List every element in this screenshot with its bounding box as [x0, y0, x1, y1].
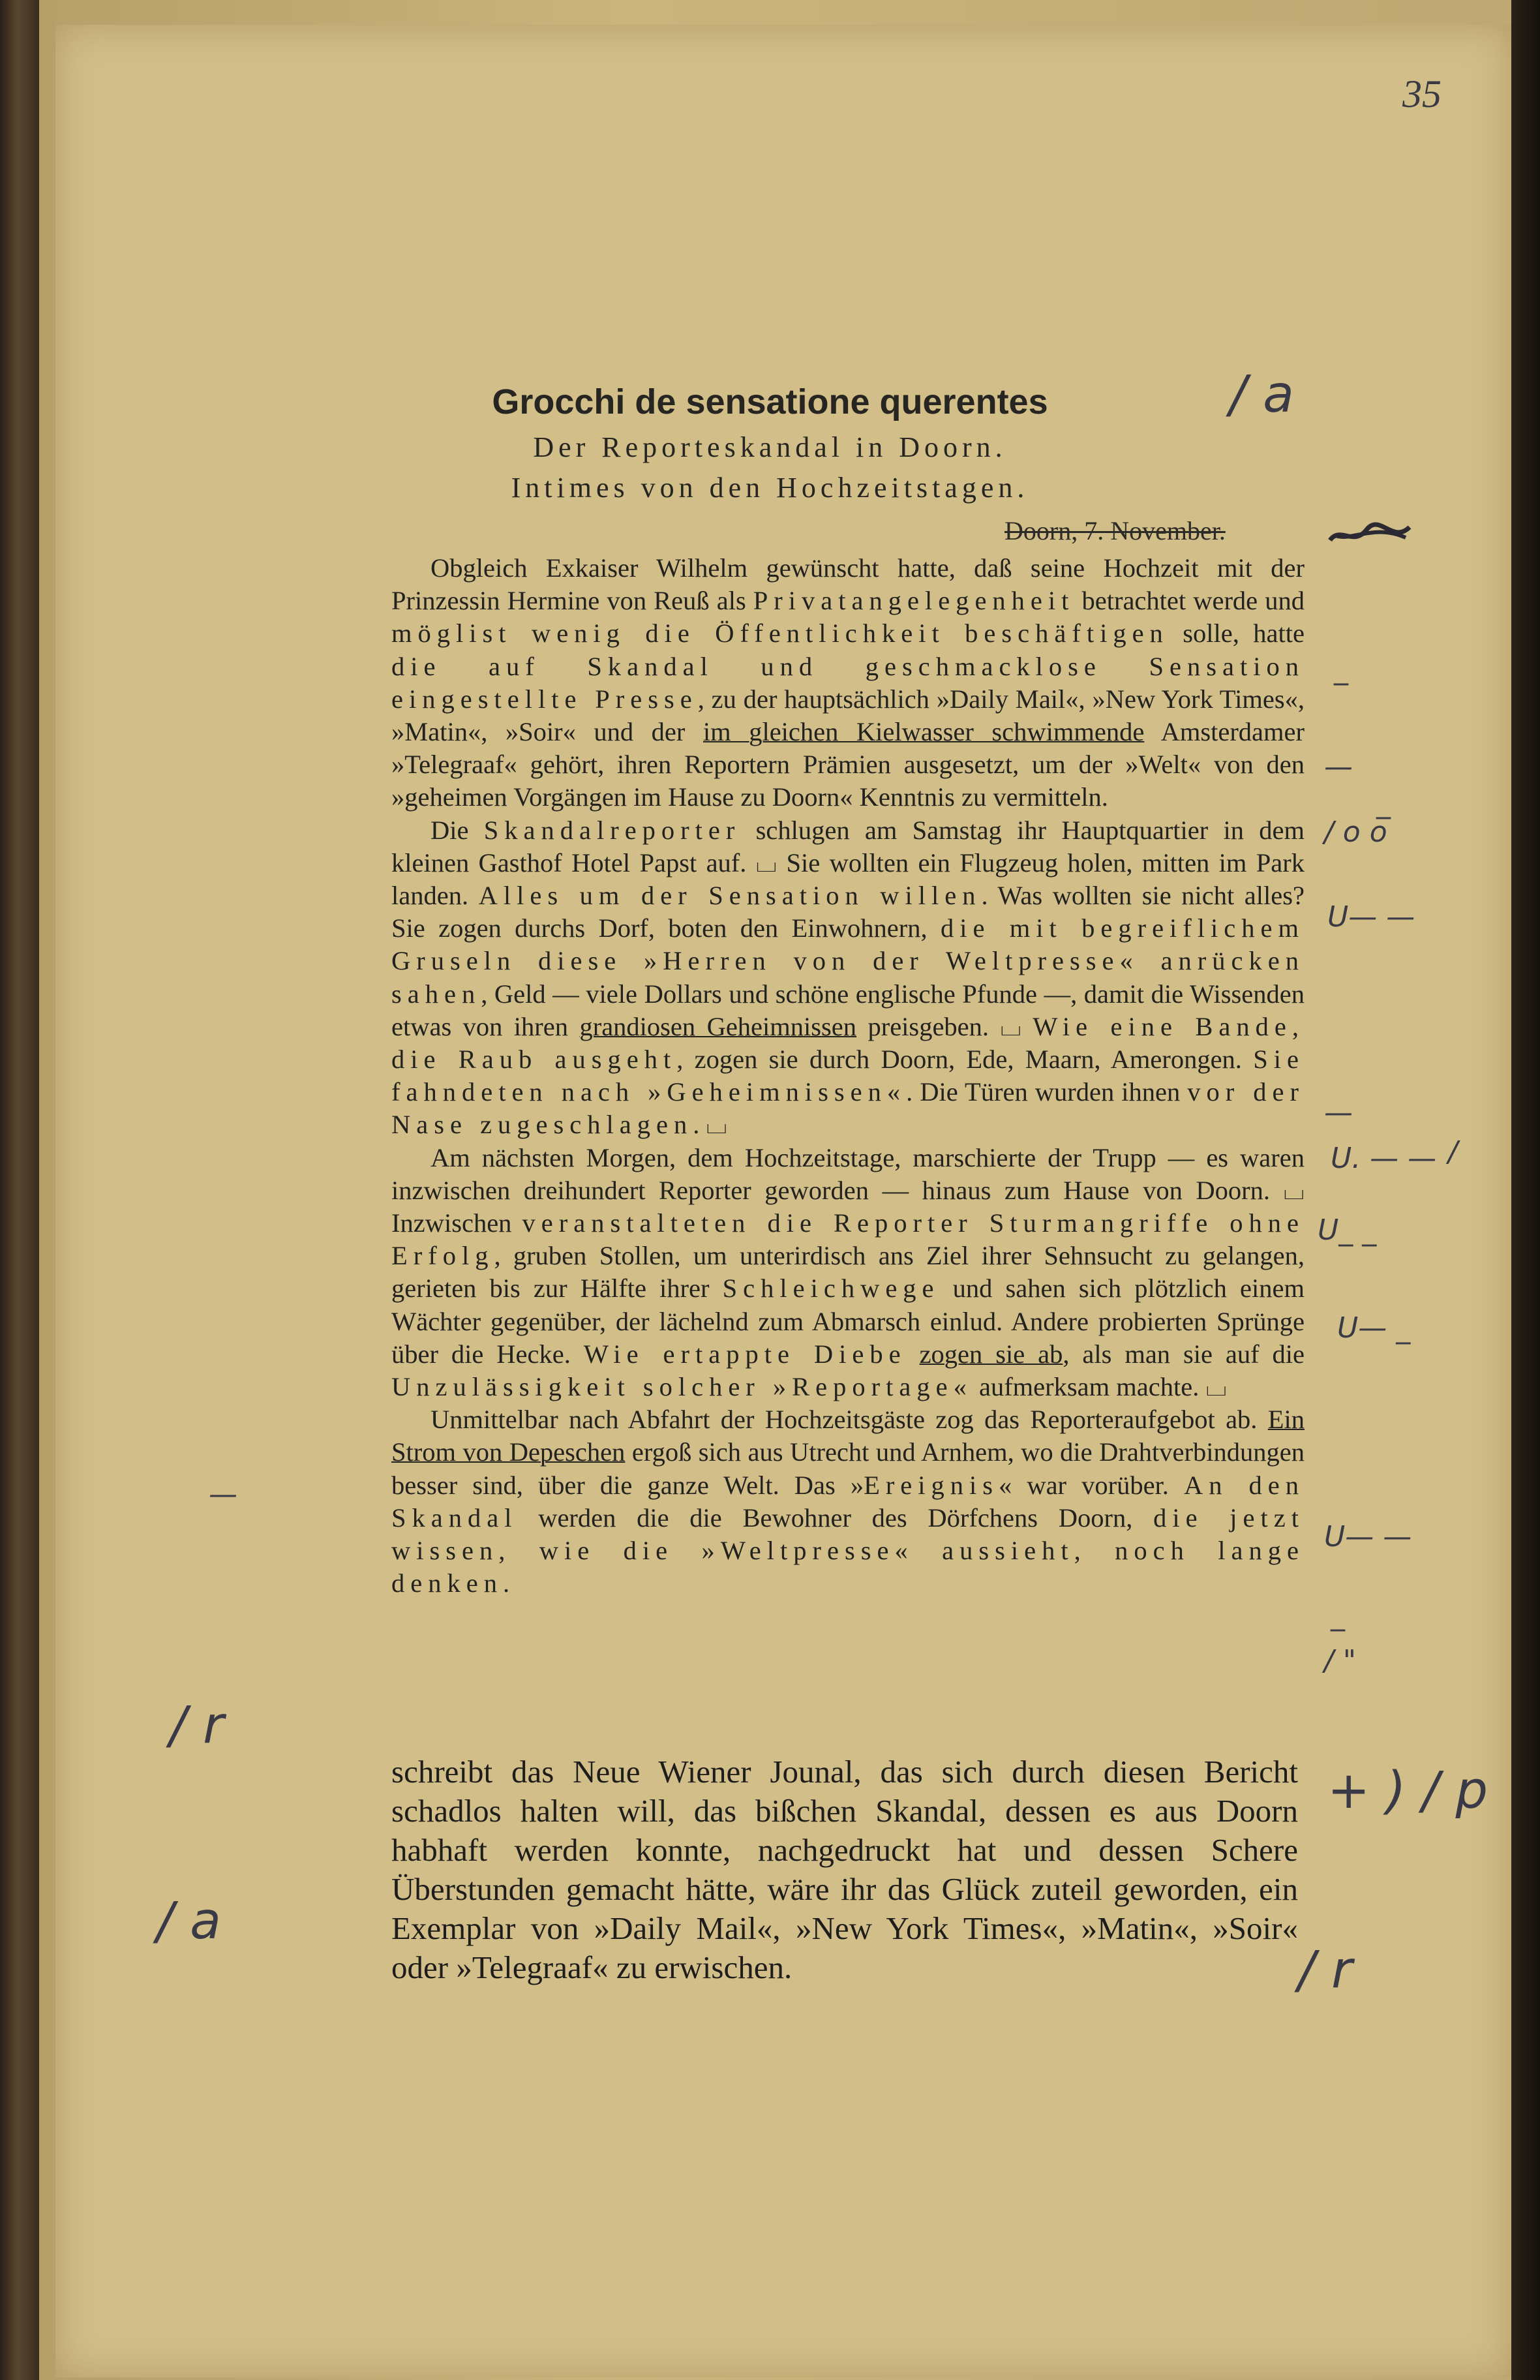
article-title: Grocchi de sensatione querentes: [492, 382, 1048, 421]
body-text: . Die Türen wurden ihnen: [906, 1077, 1188, 1107]
spaced-emphasis-text: die jetzt wissen, wie die »Weltpresse« aussieht, noch lange denken: [391, 1503, 1305, 1598]
margin-mark: —: [1324, 750, 1353, 784]
spaced-emphasis-text: Wie eine Bande, die Raub ausgeht: [391, 1011, 1305, 1075]
spaced-emphasis-text: Unzulässigkeit solcher »Reportage«: [391, 1372, 973, 1402]
spaced-emphasis-text: Wie ertappte Diebe: [583, 1339, 907, 1369]
spaced-emphasis-text: Sie fahndeten nach »Geheimnissen«: [391, 1045, 1305, 1107]
body-text: solle, hatte: [1168, 618, 1305, 648]
body-text: schlugen am Samstag ihr Hauptquartier in dem kleinen Gasthof Hotel Papst auf. ⌴ Sie wollten ein Flugzeug holen, mitten im Park landen.: [391, 815, 1305, 911]
article-subtitle-2: Intimes von den Hochzeitstagen.: [511, 472, 1029, 504]
body-text: preisgeben. ⌴: [856, 1011, 1033, 1041]
margin-mark: —: [1324, 1096, 1353, 1129]
paragraph: [391, 814, 1305, 1142]
body-text: , gruben Stollen, um unterirdisch ans Ziel ihrer Sehnsucht zu gelangen, gerieten bis zur Hälfte ihrer: [391, 1241, 1305, 1304]
body-text: betrachtet werde und: [1074, 586, 1305, 616]
article-body: [391, 552, 1305, 1600]
margin-mark: U— _: [1337, 1311, 1411, 1345]
struck-dateline: Doorn, 7. November.: [1004, 516, 1226, 545]
body-text: Die: [430, 815, 484, 845]
body-text: Unmittelbar nach Abfahrt der Hochzeitsgäste zog das Reporteraufgebot ab.: [430, 1405, 1268, 1435]
spaced-emphasis-text: die auf Skandal und geschmacklose Sensation eingestellte Presse: [391, 651, 1305, 714]
spaced-emphasis-text: Privatangelegenheit: [753, 586, 1075, 616]
margin-mark: _: [1334, 652, 1348, 686]
body-text: « war vorüber.: [999, 1470, 1184, 1500]
body-text: [907, 1339, 920, 1369]
left-margin-mark: / a: [157, 1892, 221, 1951]
body-text: , als man sie auf die: [1063, 1339, 1305, 1369]
page-number: 35: [1402, 72, 1442, 115]
body-text: und sahen sich plötzlich einem Wächter gegenüber, der lächelnd zum Abmarsch einlud. Andere probierten Sprünge über die Hecke.: [391, 1274, 1305, 1369]
page-edge-shadow: [1511, 0, 1540, 2380]
body-text: ergoß sich aus Utrecht und Arnhem, wo die Drahtverbindungen besser sind, über die ganze Welt. Das »: [391, 1437, 1305, 1500]
closing-paragraph: [391, 1752, 1298, 1987]
spaced-emphasis-text: Alles um der Sensation willen: [478, 881, 982, 911]
margin-mark: + ) / p: [1327, 1762, 1488, 1820]
paragraph: [391, 1142, 1305, 1404]
underlined-text: Ein Strom von Depeschen: [391, 1405, 1305, 1467]
scribble-correction-mark: [1327, 521, 1412, 549]
spaced-emphasis-text: Schleichwege: [722, 1274, 940, 1304]
body-text: Am nächsten Morgen, dem Hochzeitstage, marschierte der Trupp — es waren inzwischen dreihundert Reporter geworden — hinaus zum Hause von Doorn. ⌴ Inzwischen: [391, 1142, 1305, 1238]
margin-mark: U_ _: [1318, 1213, 1377, 1247]
body-text: werden die die Bewohner des Dörfchens Doorn,: [517, 1503, 1154, 1533]
underlined-text: grandiosen Geheimnissen: [579, 1011, 857, 1041]
body-text: , zu der hauptsächlich »Daily Mail«, »New York Times«, »Matin«, »Soir« und der: [391, 684, 1305, 747]
margin-mark: /: [1448, 1135, 1458, 1168]
article-subtitle-1: Der Reporteskandal in Doorn.: [533, 431, 1007, 463]
body-text: aufmerksam machte. ⌴: [972, 1372, 1227, 1402]
margin-mark: / o o: [1324, 816, 1387, 849]
body-text: . ⌴: [693, 1110, 727, 1140]
body-text: Amsterdamer »Telegraaf« gehört, ihren Reportern Prämien ausgesetzt, um der »Welt« von den »geheimen Vorgängen im Hause zu Doorn« Kenntnis zu vermitteln.: [391, 717, 1305, 812]
paragraph: [391, 1403, 1305, 1600]
closing-text: schreibt das Neue Wiener Jounal, das sich durch diesen Bericht schadlos halten will, das bißchen Skandal, dessen es aus Doorn habhaft werden konnte, nachgedruckt hat und dessen Schere Überstunden gemacht hätte, wäre ihr das Glück zuteil geworden, ein Exemplar von »Daily Mail«, »New York Times«, »Matin«, »Soir« oder »Telegraaf« zu erwischen.: [391, 1754, 1298, 1985]
spaced-emphasis-text: An den Skandal: [391, 1470, 1305, 1533]
underlined-text: zogen sie ab: [919, 1339, 1063, 1369]
body-text: . Was wollten sie nicht alles? Sie zogen durchs Dorf, boten den Einwohnern,: [391, 881, 1305, 943]
margin-mark: U— —: [1324, 1520, 1412, 1553]
spaced-emphasis-text: die mit begreiflichem Gruseln diese »Herren von der Weltpresse« anrücken sahen: [391, 913, 1305, 1009]
spaced-emphasis-text: möglist wenig die Öffentlichkeit beschäftigen: [391, 618, 1169, 648]
book-binding: [0, 0, 39, 2380]
margin-mark: U— —: [1327, 900, 1415, 934]
left-margin-mark: —: [209, 1478, 237, 1511]
margin-mark: U. — —: [1331, 1142, 1437, 1175]
margin-mark: / ": [1324, 1644, 1357, 1677]
spaced-emphasis-text: veranstalteten die Reporter Sturmangriffe ohne Erfolg: [391, 1208, 1305, 1271]
margin-mark-top: / a: [1230, 365, 1294, 424]
spaced-emphasis-text: vor der Nase zugeschlagen: [391, 1077, 1305, 1140]
left-margin-mark: / r: [170, 1696, 224, 1755]
body-text: .: [502, 1568, 510, 1598]
body-text: Obgleich Exkaiser Wilhelm gewünscht hatte, daß seine Hochzeit mit der Prinzessin Hermine von Reuß als: [391, 553, 1305, 616]
margin-mark: _: [1331, 1598, 1345, 1632]
margin-mark: / r: [1298, 1941, 1353, 2000]
spaced-emphasis-text: Skandalreporter: [483, 815, 741, 845]
paragraph: [391, 552, 1305, 814]
body-text: , zogen sie durch Doorn, Ede, Maarn, Amerongen.: [676, 1045, 1254, 1075]
body-text: , Geld — viele Dollars und schöne englische Pfunde —, damit die Wissenden etwas von ihren: [391, 979, 1305, 1041]
spaced-emphasis-text: Ereignis: [864, 1470, 999, 1500]
margin-mark: _: [1376, 786, 1391, 819]
underlined-text: im gleichen Kielwasser schwimmende: [702, 717, 1145, 747]
